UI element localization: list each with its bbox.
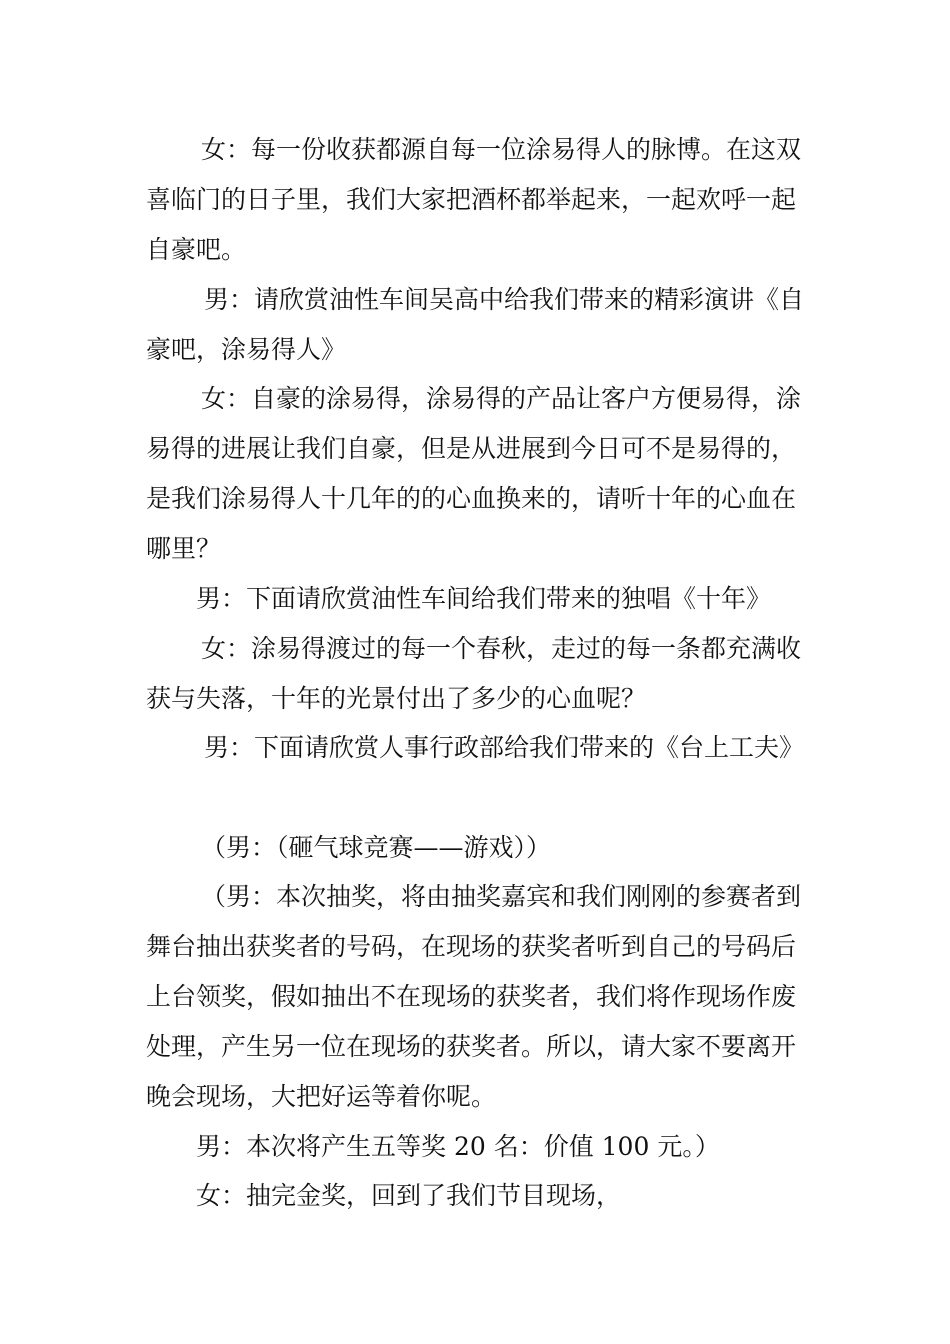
paragraph-3: 女：自豪的涂易得，涂易得的产品让客户方便易得，涂易得的进展让我们自豪，但是从进展到今日可不是易得的，是我们涂易得人十几年的的心血换来的，请听十年的心血在哪里？ [146, 384, 802, 563]
paragraph-2: 男：请欣赏油性车间吴高中给我们带来的精彩演讲《自豪吧，涂易得人》 [146, 285, 805, 364]
paragraph-7: （男：（砸气球竞赛——游戏）） [201, 833, 552, 862]
paragraph-5: 女：涂易得渡过的每一个春秋，走过的每一条都充满收获与失落，十年的光景付出了多少的心血呢？ [146, 634, 802, 713]
paragraph-9: 男：本次将产生五等奖 20 名：价值 100 元。） [196, 1132, 720, 1161]
paragraph-1: 女：每一份收获都源自每一位涂易得人的脉博。在这双喜临门的日子里，我们大家把酒杯都举起来，一起欢呼一起自豪吧。 [146, 135, 802, 264]
paragraph-8: （男：本次抽奖，将由抽奖嘉宾和我们刚刚的参赛者到舞台抽出获奖者的号码，在现场的获奖者听到自己的号码后上台领奖，假如抽出不在现场的获奖者，我们将作现场作废处理，产生另一位在现场的获奖者。所以，请大家不要离开晚会现场，大把好运等着你呢。 [146, 882, 802, 1111]
paragraph-4: 男：下面请欣赏油性车间给我们带来的独唱《十年》 [196, 584, 772, 613]
paragraph-6: 男：下面请欣赏人事行政部给我们带来的《台上工夫》 [204, 733, 805, 762]
paragraph-10: 女：抽完金奖，回到了我们节目现场， [196, 1181, 622, 1210]
